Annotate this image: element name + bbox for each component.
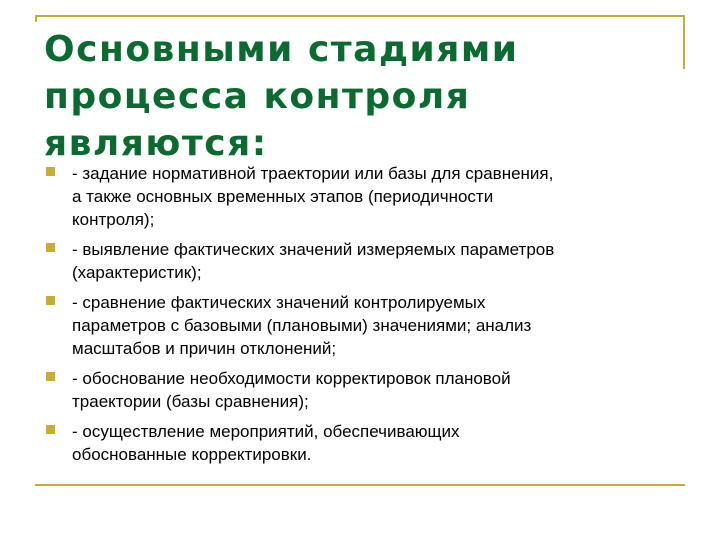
square-bullet-icon — [46, 425, 55, 434]
list-item — [44, 367, 684, 413]
bullet-list — [44, 162, 684, 473]
bottom-rule — [35, 484, 685, 486]
list-item-text: - осуществление мероприятий, обеспечивающих обоснованные корректировки. — [72, 422, 460, 464]
square-bullet-icon — [46, 296, 55, 305]
list-item-text: - обоснование необходимости корректировок плановой траектории (базы сравнения); — [72, 369, 511, 411]
list-item — [44, 291, 684, 360]
list-item-text: - задание нормативной траектории или базы для сравнения, а также основных временных этапов (периодичности контроля); — [72, 164, 554, 229]
list-item — [44, 238, 684, 284]
list-item-text: - сравнение фактических значений контролируемых параметров с базовыми (плановыми) значениями; анализ масштабов и причин отклонений; — [72, 293, 532, 358]
top-rule — [35, 15, 685, 17]
square-bullet-icon — [46, 167, 55, 176]
slide-title: Основными стадиями процесса контроля являются: — [44, 29, 519, 164]
list-item — [44, 420, 684, 466]
square-bullet-icon — [46, 372, 55, 381]
top-right-rule-tick — [683, 15, 685, 69]
list-item-text: - выявление фактических значений измеряемых параметров (характеристик); — [72, 240, 555, 282]
list-item — [44, 162, 684, 231]
square-bullet-icon — [46, 243, 55, 252]
